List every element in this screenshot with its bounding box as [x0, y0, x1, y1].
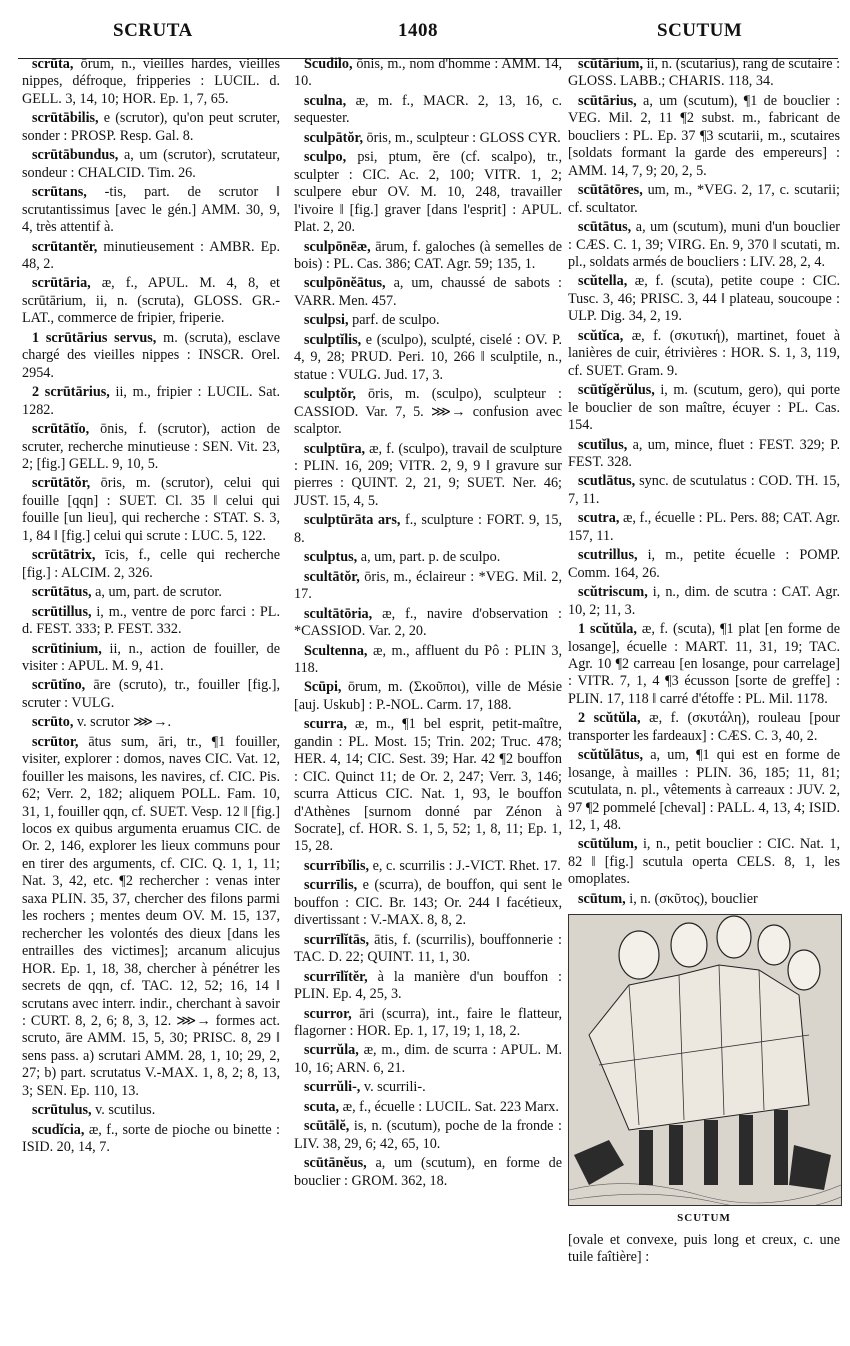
entry-headword: sculpo, — [304, 149, 347, 166]
entry-definition: e (sculpo), sculpté, ciselé : OV. P. 4, 9, 28; PRUD. Peri. 10, 266 ‖ sculptile, n., statue : VULG. Jud. 17, 3. — [294, 331, 562, 383]
entry-definition: ōris, m. (sculpo), sculpteur : CASSIOD. Var. 7, 5. ⋙→ confusion avec scalptor. — [294, 386, 562, 438]
dictionary-entry — [294, 679, 562, 714]
dictionary-entry — [22, 330, 280, 382]
dictionary-entry — [294, 549, 562, 566]
roman-soldiers-engraving — [569, 915, 841, 1205]
entry-headword: scudĭcia, — [32, 1121, 85, 1138]
entry-headword: Scūpi, — [304, 679, 342, 696]
entry-headword: Scudilo, — [304, 56, 353, 72]
entry-definition: e, c. scurrilis : J.-VICT. Rhet. 17. — [369, 857, 561, 874]
entry-definition: īcis, f., celle qui recherche [fig.] : ALCIM. 2, 326. — [22, 547, 280, 581]
entry-definition: a, um (scutum), muni d'un bouclier : CÆS. C. 1, 39; VIRG. En. 9, 370 ‖ scutati, m. pl., soldats armés de boucliers : LIV. 28, 2, 4. — [568, 219, 840, 270]
dictionary-entry — [22, 677, 280, 712]
entry-headword: 2 scrūtārius, — [32, 384, 110, 401]
illustration-caption: SCUTUM — [677, 1212, 731, 1225]
dictionary-entry — [294, 643, 562, 678]
entry-definition: ii, m., fripier : LUCIL. Sat. 1282. — [22, 384, 280, 418]
entry-definition: psi, ptum, ĕre (cf. scalpo), tr., sculpter : CIC. Ac. 2, 100; VITR. 1, 2; sculpere ebur OV. M. 10, 248, travailler l'ivoire ‖ [fig.] graver [dans l'esprit] : APUL. Plat. 2, 20. — [294, 149, 562, 236]
dictionary-entry — [294, 441, 562, 511]
entry-definition: æ, f. (σκυτική), martinet, fouet à lanières de cuir, étrivières : HOR. S. 1, 3, 119, cf. SUET. Gram. 9. — [568, 327, 840, 379]
entry-headword: sculptĭlis, — [304, 331, 362, 348]
entry-definition: a, um, part. de scrutor. — [91, 584, 222, 601]
entry-definition: ōrum, m. (Σκοῦποι), ville de Mésie [auj. Uskub] : P.-NOL. Carm. 17, 188. — [294, 679, 562, 713]
dictionary-entry — [294, 1042, 562, 1077]
dictionary-entry — [568, 510, 840, 545]
dictionary-entry — [568, 891, 840, 908]
dictionary-entry — [294, 512, 562, 547]
dictionary-entry — [22, 1122, 280, 1157]
dictionary-entry — [568, 182, 840, 217]
dictionary-entry — [22, 239, 280, 274]
dictionary-entry — [294, 386, 562, 438]
page-number: 1408 — [398, 20, 438, 41]
column-3 — [568, 56, 840, 1267]
dictionary-entry — [294, 93, 562, 128]
entry-headword: scūtārius, — [578, 92, 637, 109]
entry-definition: sync. de scutulatus : COD. TH. 15, 7, 11. — [568, 473, 840, 507]
dictionary-entry — [294, 149, 562, 236]
dictionary-entry — [294, 1006, 562, 1041]
entry-definition: minutieusement : AMBR. Ep. 48, 2. — [22, 238, 280, 272]
entry-headword: sculna, — [304, 92, 347, 109]
dictionary-entry — [22, 184, 280, 236]
entry-definition: æ, f., écuelle : PL. Pers. 88; CAT. Agr. 157, 11. — [568, 510, 840, 544]
entry-headword: scrūtantĕr, — [32, 238, 98, 255]
entry-headword: scūtālĕ, — [304, 1118, 350, 1135]
entry-definition: āri (scurra), int., faire le flatteur, flagorner : HOR. Ep. 1, 17, 19; 1, 18, 2. — [294, 1005, 562, 1040]
entry-definition: um, m., *VEG. 2, 17, c. scutarii; cf. scultator. — [568, 182, 840, 216]
entry-definition: ii, n., action de fouiller, de visiter : APUL. M. 9, 41. — [22, 640, 280, 674]
entry-definition: æ, f. (σκυτάλη), rouleau [pour transporter les fardeaux] : CÆS. C. 3, 40, 2. — [568, 710, 841, 744]
entry-headword: scrūtātĭo, — [32, 421, 90, 438]
entry-definition: ii, n. (scutarius), rang de scutaire : GLOSS. LABB.; CHARIS. 118, 34. — [568, 56, 841, 90]
entry-definition: a, um (scutum), ¶1 de bouclier : VEG. Mil. 2, 11 ¶2 subst. m., fabricant de boucliers : PL. Ep. 37 ¶3 scutarii, m., scutaires [soldats formant la garde des empereurs] : AMM. 14, 7, 9; 20, 2, 5. — [568, 92, 840, 179]
dictionary-entry — [22, 641, 280, 676]
dictionary-entry — [294, 569, 562, 604]
dictionary-entry — [294, 606, 562, 641]
entry-definition: æ, f. (scuta), ¶1 plat [en forme de losange], écuelle : MART. 11, 31, 19; TAC. Agr. 10 ¶2 carreau [en losange, pour carrelage] : VITR. 7, 1, 4 ¶3 écusson [sorte de greffe] : PLIN. 17, 118 ‖ carré d'étoffe : PL. Mil. 1178. — [568, 621, 841, 707]
dictionary-entry — [568, 473, 840, 508]
dictionary-entry — [568, 328, 840, 380]
entry-headword: scrūta, — [32, 56, 74, 72]
entry-headword: scūtum, — [578, 890, 626, 907]
dictionary-entry — [568, 547, 840, 582]
dictionary-entry — [568, 93, 840, 180]
entry-headword: scurrŭla, — [304, 1042, 359, 1059]
entry-definition: m. (scruta), esclave chargé des vieilles nippes : INSCR. Orel. 2954. — [22, 329, 280, 381]
header-right-guideword: SCUTUM — [657, 20, 743, 41]
dictionary-entry — [294, 332, 562, 384]
entry-definition: i, m. (scutum, gero), qui porte le bouclier de son maître, écuyer : PL. Cas. 154. — [568, 382, 840, 434]
dictionary-entry — [568, 219, 840, 271]
entry-headword: scŭtriscum, — [578, 584, 648, 601]
entry-headword: scrūtātrix, — [32, 547, 96, 564]
dictionary-entry — [568, 437, 840, 472]
entry-headword: sculpōnēæ, — [304, 238, 371, 255]
dictionary-entry — [294, 239, 562, 274]
entry-headword: scrūtor, — [32, 733, 79, 750]
entry-headword: scrūto, — [32, 714, 74, 731]
entry-headword: scrūtābundus, — [32, 147, 119, 164]
entry-headword: sculptūrāta ars, — [304, 512, 401, 529]
entry-headword: 1 scŭtŭla, — [578, 621, 637, 638]
dictionary-entry — [22, 147, 280, 182]
dictionary-entry — [22, 384, 280, 419]
entry-headword: scutĭlus, — [578, 436, 628, 453]
entry-definition: æ, m., dim. de scurra : APUL. M. 10, 16; ARN. 6, 21. — [294, 1042, 562, 1076]
dictionary-entry — [568, 382, 840, 434]
entry-definition: i, n. (σκῦτος), bouclier — [625, 890, 758, 907]
entry-definition: a, um, chaussé de sabots : VARR. Men. 457. — [294, 275, 562, 309]
dictionary-entry — [568, 710, 840, 745]
entry-headword: scrūtābilis, — [32, 110, 99, 127]
entry-definition: à la manière d'un bouffon : PLIN. Ep. 4, 25, 3. — [294, 968, 562, 1003]
entry-definition: a, um (scrutor), scrutateur, sondeur : CHALCID. Tim. 26. — [22, 147, 280, 181]
dictionary-entry — [22, 475, 280, 545]
entry-headword: Scultenna, — [304, 642, 368, 659]
entry-definition: a, um, ¶1 qui est en forme de losange, à mailles : PLIN. 36, 185; 11, 81; scutulata, n. pl., vêtements à carreaux : JUV. 2, 97 ¶2 pommelé [cheval] : PALL. 4, 13, 4; ISID. 12, 1, 48. — [568, 747, 840, 834]
dictionary-entry — [22, 421, 280, 473]
dictionary-entry — [294, 312, 562, 329]
column-2 — [294, 56, 562, 1192]
entry-definition: v. scrutor ⋙→. — [73, 714, 172, 731]
entry-headword: scurrŭli-, — [304, 1079, 361, 1096]
dictionary-entry — [568, 621, 840, 708]
entry-headword: 2 scŭtŭla, — [578, 710, 641, 727]
entry-definition: e (scrutor), qu'on peut scruter, sonder : PROSP. Resp. Gal. 8. — [22, 110, 280, 144]
entry-definition: i, n., petit bouclier : CIC. Nat. 1, 82 ‖ [fig.] scutula operta CELS. 8, 1, les omoplates. — [568, 836, 840, 888]
entry-definition: ōris, m., sculpteur : GLOSS CYR. — [363, 129, 561, 146]
entry-headword: scurrīlĭtās, — [304, 931, 370, 948]
entry-headword: sculptūra, — [304, 440, 366, 457]
dictionary-entry — [294, 130, 562, 147]
entry-headword: scurrīlĭtĕr, — [304, 968, 368, 985]
dictionary-entry — [294, 1079, 562, 1096]
dictionary-entry — [294, 932, 562, 967]
entry-definition: f., sculpture : FORT. 9, 15, 8. — [294, 512, 563, 546]
dictionary-entry — [568, 747, 840, 834]
dictionary-entry — [568, 273, 840, 325]
column-1 — [22, 56, 280, 1159]
entry-definition: v. scurrili-. — [360, 1079, 426, 1096]
entry-definition: æ, f., écuelle : LUCIL. Sat. 223 Marx. — [339, 1098, 559, 1115]
running-header — [0, 14, 850, 46]
entry-definition: i, m., ventre de porc farci : PL. d. FEST. 333; P. FEST. 332. — [22, 603, 280, 638]
entry-definition: -tis, part. de scrutor ‖ scrutantissimus [avec le gén.] AMM. 30, 9, 4, très attentif à. — [22, 184, 280, 236]
entry-headword: scutra, — [578, 510, 620, 527]
entry-headword: scŭtella, — [578, 273, 628, 290]
entry-headword: scŭtŭlātus, — [578, 747, 644, 764]
entry-definition: æ, f., navire d'observation : *CASSIOD. Var. 2, 20. — [294, 605, 562, 640]
entry-headword: sculpsi, — [304, 312, 349, 329]
entry-headword: scultātōria, — [304, 605, 373, 622]
entry-headword: scurror, — [304, 1005, 352, 1022]
entry-headword: sculpōnĕātus, — [304, 275, 386, 292]
entry-headword: scuta, — [304, 1098, 340, 1115]
entry-headword: scrūtinium, — [32, 640, 102, 657]
dictionary-entry — [22, 110, 280, 145]
header-left-guideword: SCRUTA — [113, 20, 193, 41]
dictionary-entry — [294, 969, 562, 1004]
entry-definition: ōrum, n., vieilles hardes, vieilles nippes, défroque, fripperies : LUCIL. d. GELL. 3, 14, 10; HOR. Ep. 1, 7, 65. — [22, 56, 280, 107]
entry-headword: scūtānĕus, — [304, 1155, 367, 1172]
dictionary-entry — [22, 604, 280, 639]
entry-definition: parf. de sculpo. — [348, 312, 440, 329]
scutum-illustration — [568, 914, 842, 1206]
entry-definition: æ, m. f., MACR. 2, 13, 16, c. sequester. — [294, 92, 562, 127]
entry-headword: scrūtans, — [32, 184, 87, 201]
entry-definition: i, n., dim. de scutra : CAT. Agr. 10, 2; 11, 3. — [568, 584, 840, 618]
entry-definition: æ, f. (scuta), petite coupe : CIC. Tusc. 3, 46; PRISC. 3, 44 ‖ plateau, soucoupe : ULP. Dig. 34, 2, 19. — [568, 273, 840, 325]
entry-definition: a, um (scutum), en forme de bouclier : GROM. 362, 18. — [294, 1155, 562, 1189]
entry-definition: æ, m., ¶1 bel esprit, petit-maître, gandin : PL. Most. 15; Trin. 202; Truc. 478; HER. 4, 14; CIC. Sest. 39; Har. 42 ¶2 bouffon : CIC. Quinct 11; de Or. 2, 247; Verr. 3, 146; scurra Atticus CIC. Nat. 1, 93, le bouffon d'Athènes [surnom donné par Zénon à Socrate], cf. HOR. S. 1, 5, 52; 1, 8, 11; Ep. 1, 15, 28. — [294, 716, 562, 855]
dictionary-entry — [294, 56, 562, 91]
dictionary-entry — [294, 716, 562, 856]
entry-definition: ārum, f. galoches (à semelles de bois) : PL. Cas. 386; CAT. Agr. 59; 135, 1. — [294, 238, 562, 272]
entry-headword: sculpātŏr, — [304, 129, 363, 146]
entry-headword: scurrībĭlis, — [304, 857, 370, 874]
entry-definition: ōris, m. (scrutor), celui qui fouille [qqn] : SUET. Cl. 35 ‖ celui qui fouille [un lieu], qui recherche : STAT. S. 3, 1, 84 ‖ [fig.] celui qui scrute : LUC. 5, 122. — [22, 475, 280, 544]
entry-headword: scutrillus, — [578, 547, 638, 564]
entry-definition: ātus sum, āri, tr., ¶1 fouiller, visiter, explorer : domos, naves CIC. Vat. 12, fouiller les maisons, les navires, cf. CIC. Pis. 62; Verr. 2, 182; aliquem POLL. Fam. 10, 31, 1, fouiller qqn, cf. SUET. Vesp. 12 ‖ [fig.] locos ex quibus argumenta eruamus CIC. de Or. 2, 146, explorer les lieux communs pour en tirer des arguments, cf. CIC. Q. 1, 1, 11; Nat. 3, 42, etc. ¶2 rechercher : venas inter saxa PLIN. 35, 37, chercher des filons parmi les rochers ; mentes deum OV. M. 15, 137, rechercher les volontés des dieux [dans les entrailles des victimes]; arcanum alicujus HOR. Ep. 1, 18, 38, chercher à pénétrer les secrets de qqn, cf. TAC. 12, 52; 16, 14 ‖ scrutans avec interr. indir., cherchant à savoir : CURT. 8, 2, 6; 8, 3, 12. ⋙→ formes act. scruto, āre AMM. 15, 5, 30; PRISC. 8, 29 ‖ sens pass. a) scrutari AMM. 28, 1, 10; 29, 2, 27; b) part. scrutatus V.-MAX. 1, 8, 2; 8, 13, 3; SEN. Ep. 110, 13. — [22, 733, 280, 1099]
dictionary-entry — [294, 275, 562, 310]
entry-definition: ōnis, f. (scrutor), action de scruter, recherche minutieuse : SEN. Vit. 23, 2; [fig.] GELL. 9, 10, 5. — [22, 421, 280, 472]
dictionary-entry — [22, 547, 280, 582]
dictionary-entry — [568, 56, 840, 91]
entry-definition: a, um, mince, fluet : FEST. 329; P. FEST. 328. — [568, 436, 840, 470]
scutum-definition-continuation: [ovale et convexe, puis long et creux, c. une tuile faîtière] : — [568, 1231, 840, 1266]
entry-headword: scrūtātus, — [32, 584, 92, 601]
entry-headword: scutlātus, — [578, 473, 636, 490]
entry-definition: æ, m., affluent du Pô : PLIN 3, 118. — [294, 642, 562, 676]
dictionary-entry — [22, 584, 280, 601]
entry-headword: 1 scrūtārius servus, — [32, 329, 157, 346]
dictionary-entry — [22, 56, 280, 108]
entry-definition: æ, f., sorte de pioche ou binette : ISID. 20, 14, 7. — [22, 1121, 280, 1156]
entry-headword: scurrīlis, — [304, 877, 358, 894]
entry-definition: æ, f., APUL. M. 4, 8, et scrūtārium, ii, n. (scruta), GLOSS. GR.-LAT., commerce de fripier, friperie. — [22, 275, 280, 327]
entry-headword: sculptŏr, — [304, 386, 356, 403]
entry-headword: scurra, — [304, 716, 347, 733]
dictionary-entry — [568, 836, 840, 888]
entry-definition: v. scutilus. — [91, 1102, 156, 1119]
dictionary-entry — [22, 275, 280, 327]
entry-headword: scrūtillus, — [32, 603, 92, 620]
dictionary-entry — [22, 714, 280, 731]
entry-definition: ōnis, m., nom d'homme : AMM. 14, 10. — [294, 56, 562, 90]
entry-headword: scultātŏr, — [304, 568, 360, 585]
dictionary-entry — [22, 1102, 280, 1119]
entry-headword: scūtārium, — [578, 56, 644, 72]
entry-headword: scrūtĭno, — [32, 677, 86, 694]
entry-headword: scrūtāria, — [32, 275, 91, 292]
dictionary-entry — [294, 1099, 562, 1116]
entry-headword: scrūtulus, — [32, 1102, 92, 1119]
entry-definition: ātis, f. (scurrilis), bouffonnerie : TAC. D. 22; QUINT. 11, 1, 30. — [294, 931, 562, 966]
entry-headword: scūtātōres, — [578, 182, 643, 199]
entry-definition: is, n. (scutum), poche de la fronde : LIV. 38, 29, 6; 42, 65, 10. — [294, 1118, 562, 1152]
dictionary-entry — [22, 734, 280, 1101]
dictionary-entry — [294, 858, 562, 875]
entry-headword: sculptus, — [304, 549, 358, 566]
dictionary-entry — [294, 1118, 562, 1153]
entry-headword: scūtĭgĕrŭlus, — [578, 382, 655, 399]
entry-headword: scūtātus, — [578, 219, 632, 236]
entry-headword: scrūtātŏr, — [32, 475, 91, 492]
entry-headword: scŭtĭca, — [578, 327, 624, 344]
dictionary-entry — [568, 584, 840, 619]
entry-headword: scūtŭlum, — [578, 836, 638, 853]
dictionary-entry — [294, 1155, 562, 1190]
entry-definition: i, m., petite écuelle : POMP. Comm. 164, 26. — [568, 547, 840, 581]
entry-definition: æ, f. (sculpo), travail de sculpture : PLIN. 16, 209; VITR. 2, 9, 9 ‖ gravure sur pierres : QUINT. 2, 21, 9; SUET. Ner. 46; JUST. 15, 4, 5. — [294, 440, 562, 509]
entry-definition: e (scurra), de bouffon, qui sent le bouffon : CIC. Br. 143; Or. 244 ‖ facétieux, divertissant : V.-MAX. 8, 8, 2. — [294, 877, 562, 929]
entry-definition: ōris, m., éclaireur : *VEG. Mil. 2, 17. — [294, 568, 562, 603]
entry-definition: āre (scruto), tr., fouiller [fig.], scruter : VULG. — [22, 677, 280, 711]
dictionary-entry — [294, 877, 562, 929]
entry-definition: a, um, part. p. de sculpo. — [357, 549, 501, 566]
